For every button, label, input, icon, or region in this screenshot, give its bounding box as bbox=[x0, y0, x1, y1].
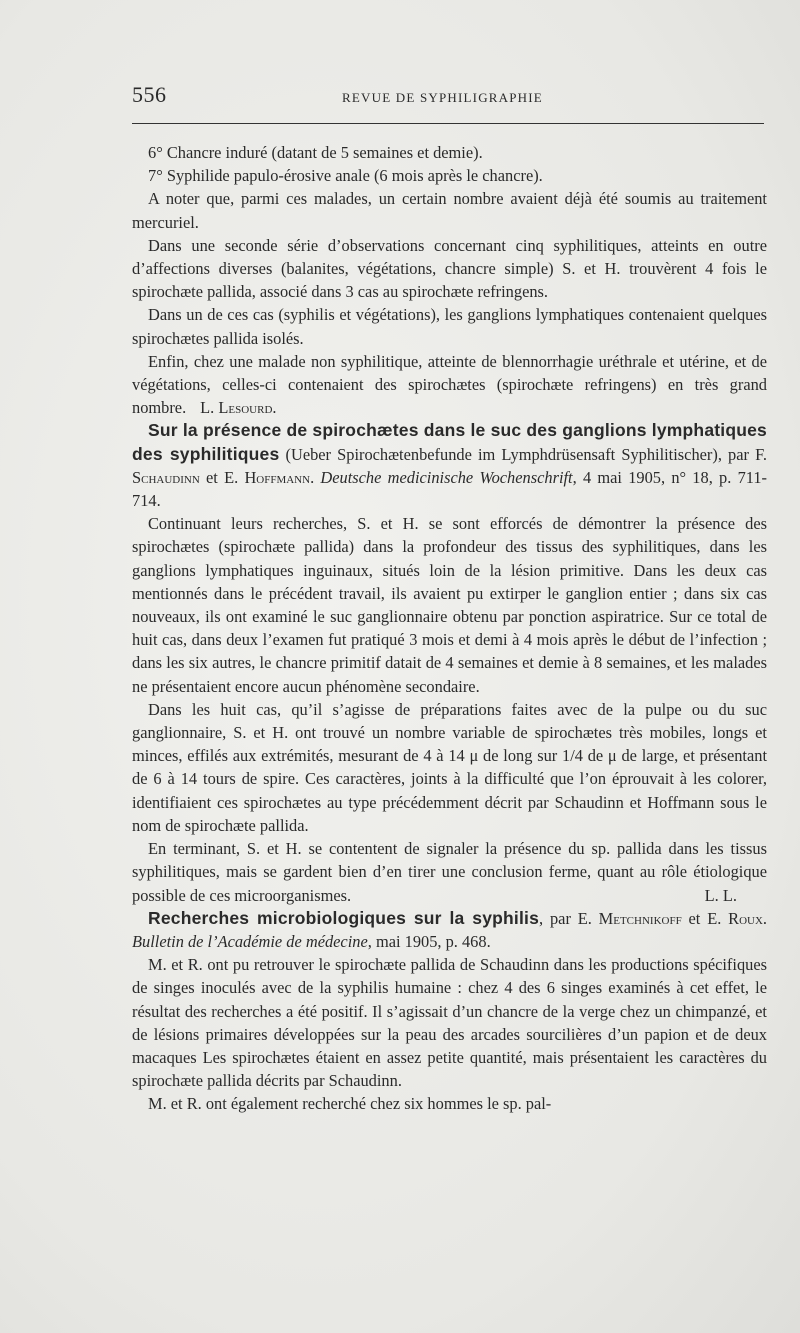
running-title: REVUE DE SYPHILIGRAPHIE bbox=[342, 90, 543, 105]
paragraph-text: Enfin, chez une malade non syphilitique, atteinte de blennorrhagie uréthrale et utérine, et de végétations, celles-ci contenaient des spirochætes (spirochæte refringens) en très grand nombre. bbox=[132, 351, 767, 418]
ref-text: . bbox=[762, 908, 768, 928]
paragraph: Continuant leurs recherches, S. et H. se sont efforcés de démontrer la présence des spirochætes (spirochæte pallida) dans la profondeur des tissus des syphilitiques, dans les ganglions lymphatiques inguinaux, situés loin de la lésion primitive. Dans les deux cas mentionnés dans le précédent travail, ils avaient pu extirper le ganglion entier ; dans six cas nouveaux, ils ont examiné le suc ganglionnaire obtenu par ponction aspiratrice. Sur ce total de huit cas, dans deux l’examen fut pratiqué 3 mois et demi à 4 mois après le début de l’infection ; dans les six autres, le chancre primitif datait de 4 semaines et demie à 8 semaines, et les malades ne présentaient encore aucun phénomène secondaire. bbox=[132, 514, 767, 696]
review-heading bbox=[132, 907, 767, 953]
ref-text: , mai 1905, p. 468. bbox=[367, 931, 491, 951]
review-title: Recherches microbiologiques sur la syphilis bbox=[148, 907, 540, 928]
review-heading bbox=[132, 419, 767, 512]
paragraph: A noter que, parmi ces malades, un certain nombre avaient déjà été soumis au traitement mercuriel. bbox=[132, 189, 767, 232]
ref-text: , 4 mai 1905, n° 18, p. 711-714. bbox=[132, 467, 768, 511]
paragraph: Dans un de ces cas (syphilis et végétations), les ganglions lymphatiques contenaient quelques spirochætes pallida isolés. bbox=[132, 305, 767, 348]
ref-text: et E. bbox=[199, 467, 245, 487]
ref-text: . bbox=[310, 467, 321, 487]
journal-name: Deutsche medicinische Wochenschrift bbox=[320, 467, 573, 487]
paragraph: En terminant, S. et H. se contentent de signaler la présence du sp. pallida dans les tissus syphilitiques, mais se gardent bien d’en tirer une conclusion ferme, quant au rôle étiologique possible de ces microorganismes. bbox=[132, 839, 767, 905]
page-number: 556 bbox=[132, 82, 167, 107]
list-item-7: 7° Syphilide papulo-érosive anale (6 mois après le chancre). bbox=[148, 166, 543, 186]
ref-text: (Ueber Spirochætenbefunde im Lymphdrüsensaft Syphilitischer), par F. bbox=[279, 444, 767, 464]
paragraph: Dans les huit cas, qu’il s’agisse de préparations faites avec de la pulpe ou du suc ganglionnaire, S. et H. ont trouvé un nombre variable de spirochætes très mobiles, longs et minces, effilés aux extrémités, mesurant de 4 à 14 μ de long sur 1/4 de μ de large, et présentant de 6 à 14 tours de spire. Ces caractères, joints à la difficulté que l’on éprouvait à les colorer, identifiaient ces spirochætes au type précédemment décrit par Schaudinn et Hoffmann sous le nom de spirochæte pallida. bbox=[132, 699, 767, 835]
page-body bbox=[132, 141, 767, 1116]
paragraph: M. et R. ont également recherché chez six hommes le sp. pal- bbox=[148, 1094, 552, 1114]
signature: L. Lesourd. bbox=[200, 398, 277, 418]
ref-text: et E. bbox=[681, 908, 729, 928]
signature: L. L. bbox=[704, 885, 737, 905]
page-header bbox=[132, 82, 764, 112]
list-item-6: 6° Chancre induré (datant de 5 semaines et demie). bbox=[148, 143, 483, 162]
paragraph: Dans une seconde série d’observations concernant cinq syphilitiques, atteints en outre d’affections diverses (balanites, végétations, chancre simple) S. et H. trouvèrent 4 fois le spirochæte pallida, associé dans 3 cas au spirochæte refringens. bbox=[132, 235, 767, 302]
paragraph-with-signature bbox=[132, 350, 767, 420]
paragraph: M. et R. ont pu retrouver le spirochæte pallida de Schaudinn dans les productions spécifiques de singes inoculés avec de la syphilis humaine : chez 4 des 6 singes examinés à cet effet, le résultat des recherches a été positif. Il s’agissait d’un chancre de la verge chez un chimpanzé, et de lésions primaires développées sur la peau des arcades sourcilières d’un papion et de deux macaques Les spirochætes étaient en assez petite quantité, mais présentaient les caractères du spirochæte pallida décrits par Schaudinn. bbox=[132, 955, 767, 1091]
author-name: Schaudinn bbox=[132, 467, 200, 487]
review-title: Sur la présence de spirochætes dans le suc des ganglions lymphatiques des syphilitiques bbox=[132, 420, 767, 464]
author-name: Hoffmann bbox=[244, 467, 311, 487]
author-name: Metchnikoff bbox=[598, 908, 682, 928]
ref-text: , par E. bbox=[539, 908, 599, 928]
author-name: Roux bbox=[728, 908, 763, 928]
journal-name: Bulletin de l’Académie de médecine bbox=[132, 931, 368, 951]
header-rule bbox=[132, 123, 764, 124]
